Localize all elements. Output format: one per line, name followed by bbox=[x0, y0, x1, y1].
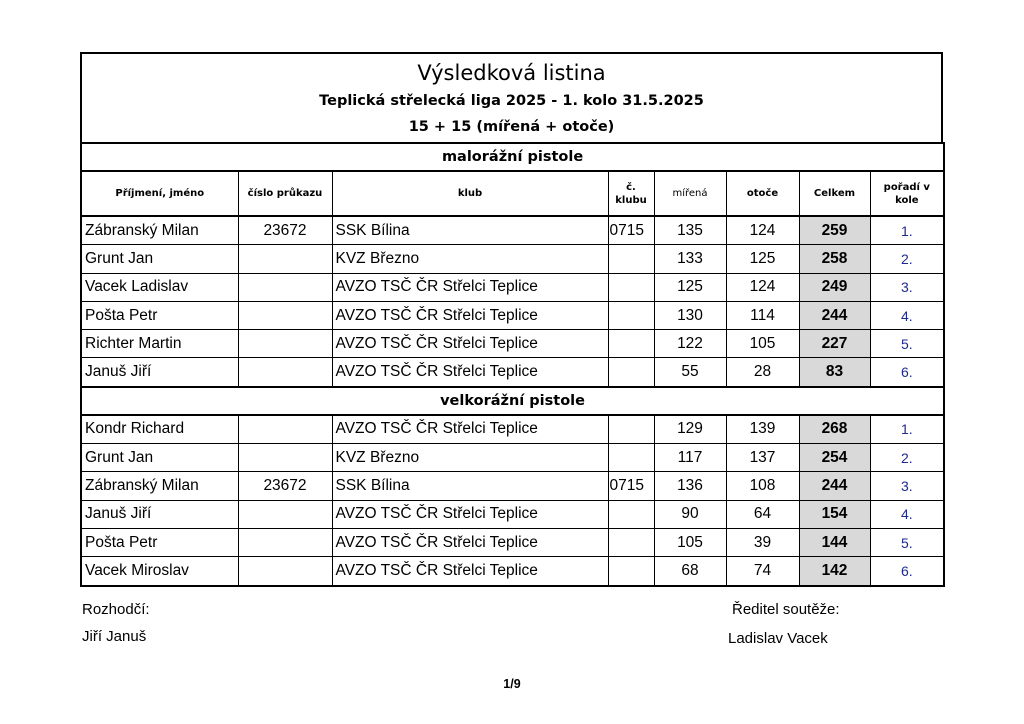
rank: 2. bbox=[870, 444, 944, 472]
score-aimed: 105 bbox=[654, 528, 726, 556]
score-total: 254 bbox=[799, 444, 870, 472]
score-turning: 64 bbox=[726, 500, 799, 528]
score-turning: 124 bbox=[726, 273, 799, 301]
result-row bbox=[81, 358, 944, 387]
rank: 1. bbox=[870, 415, 944, 444]
section-header-row bbox=[81, 387, 944, 415]
shooter-name: Zábranský Milan bbox=[81, 216, 238, 245]
result-row bbox=[81, 500, 944, 528]
result-row bbox=[81, 528, 944, 556]
card-number bbox=[238, 557, 332, 586]
rank: 4. bbox=[870, 500, 944, 528]
club-name: AVZO TSČ ČR Střelci Teplice bbox=[332, 500, 608, 528]
rank: 3. bbox=[870, 273, 944, 301]
card-number: 23672 bbox=[238, 472, 332, 500]
score-turning: 105 bbox=[726, 330, 799, 358]
shooter-name: Vacek Ladislav bbox=[81, 273, 238, 301]
column-header-club-no-line2: klubu bbox=[615, 194, 647, 206]
shooter-name: Grunt Jan bbox=[81, 444, 238, 472]
score-total: 83 bbox=[799, 358, 870, 387]
score-turning: 125 bbox=[726, 245, 799, 273]
club-name: SSK Bílina bbox=[332, 472, 608, 500]
club-name: AVZO TSČ ČR Střelci Teplice bbox=[332, 528, 608, 556]
score-total: 227 bbox=[799, 330, 870, 358]
score-aimed: 55 bbox=[654, 358, 726, 387]
score-turning: 114 bbox=[726, 301, 799, 329]
section-header-row bbox=[81, 143, 944, 171]
card-number bbox=[238, 301, 332, 329]
column-header-name: Příjmení, jméno bbox=[81, 171, 238, 216]
column-header-card: číslo průkazu bbox=[238, 171, 332, 216]
score-total: 144 bbox=[799, 528, 870, 556]
club-number bbox=[608, 500, 654, 528]
card-number bbox=[238, 500, 332, 528]
score-total: 259 bbox=[799, 216, 870, 245]
club-number bbox=[608, 245, 654, 273]
column-header-club-no-line1: č. bbox=[626, 181, 636, 193]
club-name: KVZ Březno bbox=[332, 245, 608, 273]
column-header-rank-line2: kole bbox=[895, 194, 919, 206]
score-total: 244 bbox=[799, 301, 870, 329]
column-header-total: Celkem bbox=[799, 171, 870, 216]
score-total: 244 bbox=[799, 472, 870, 500]
card-number bbox=[238, 330, 332, 358]
score-aimed: 122 bbox=[654, 330, 726, 358]
club-number bbox=[608, 528, 654, 556]
result-row bbox=[81, 216, 944, 245]
shooter-name: Richter Martin bbox=[81, 330, 238, 358]
club-name: AVZO TSČ ČR Střelci Teplice bbox=[332, 358, 608, 387]
score-aimed: 130 bbox=[654, 301, 726, 329]
club-name: AVZO TSČ ČR Střelci Teplice bbox=[332, 415, 608, 444]
section-title: velkorážní pistole bbox=[81, 387, 944, 415]
rank: 4. bbox=[870, 301, 944, 329]
score-total: 258 bbox=[799, 245, 870, 273]
score-turning: 74 bbox=[726, 557, 799, 586]
club-number: 0715 bbox=[608, 216, 654, 245]
shooter-name: Januš Jiří bbox=[81, 358, 238, 387]
card-number bbox=[238, 444, 332, 472]
column-header-rank-line1: pořadí v bbox=[883, 181, 930, 193]
results-table-body bbox=[81, 143, 944, 586]
shooter-name: Grunt Jan bbox=[81, 245, 238, 273]
club-name: AVZO TSČ ČR Střelci Teplice bbox=[332, 557, 608, 586]
score-turning: 139 bbox=[726, 415, 799, 444]
page-number: 1/9 bbox=[503, 677, 521, 691]
card-number bbox=[238, 415, 332, 444]
card-number bbox=[238, 245, 332, 273]
score-total: 142 bbox=[799, 557, 870, 586]
club-name: AVZO TSČ ČR Střelci Teplice bbox=[332, 330, 608, 358]
column-header-club-no bbox=[608, 171, 654, 216]
score-turning: 28 bbox=[726, 358, 799, 387]
rank: 6. bbox=[870, 358, 944, 387]
score-aimed: 135 bbox=[654, 216, 726, 245]
card-number bbox=[238, 273, 332, 301]
results-sheet bbox=[80, 52, 943, 587]
score-turning: 108 bbox=[726, 472, 799, 500]
result-row bbox=[81, 330, 944, 358]
shooter-name: Pošta Petr bbox=[81, 528, 238, 556]
score-aimed: 125 bbox=[654, 273, 726, 301]
shooter-name: Januš Jiří bbox=[81, 500, 238, 528]
column-header-row bbox=[81, 171, 944, 216]
results-header bbox=[80, 52, 943, 142]
column-header-turning: otoče bbox=[726, 171, 799, 216]
club-name: SSK Bílina bbox=[332, 216, 608, 245]
result-row bbox=[81, 273, 944, 301]
result-row bbox=[81, 444, 944, 472]
score-aimed: 136 bbox=[654, 472, 726, 500]
card-number: 23672 bbox=[238, 216, 332, 245]
competition-subtitle: Teplická střelecká liga 2025 - 1. kolo 31.5.2025 bbox=[319, 93, 704, 109]
score-turning: 39 bbox=[726, 528, 799, 556]
result-row bbox=[81, 245, 944, 273]
director-name: Ladislav Vacek bbox=[728, 630, 828, 647]
rank: 1. bbox=[870, 216, 944, 245]
shooter-name: Vacek Miroslav bbox=[81, 557, 238, 586]
club-number: 0715 bbox=[608, 472, 654, 500]
director-label: Ředitel soutěže: bbox=[732, 601, 840, 618]
club-number bbox=[608, 557, 654, 586]
shooter-name: Kondr Richard bbox=[81, 415, 238, 444]
club-name: AVZO TSČ ČR Střelci Teplice bbox=[332, 273, 608, 301]
document-title: Výsledková listina bbox=[417, 61, 606, 85]
score-turning: 137 bbox=[726, 444, 799, 472]
score-aimed: 90 bbox=[654, 500, 726, 528]
club-number bbox=[608, 273, 654, 301]
score-aimed: 129 bbox=[654, 415, 726, 444]
club-number bbox=[608, 444, 654, 472]
results-table bbox=[80, 142, 945, 587]
score-total: 249 bbox=[799, 273, 870, 301]
column-header-club: klub bbox=[332, 171, 608, 216]
column-header-aimed: mířená bbox=[654, 171, 726, 216]
rank: 5. bbox=[870, 330, 944, 358]
result-row bbox=[81, 472, 944, 500]
rank: 3. bbox=[870, 472, 944, 500]
club-number bbox=[608, 358, 654, 387]
club-name: AVZO TSČ ČR Střelci Teplice bbox=[332, 301, 608, 329]
result-row bbox=[81, 301, 944, 329]
referee-name: Jiří Januš bbox=[82, 628, 147, 645]
card-number bbox=[238, 358, 332, 387]
rank: 6. bbox=[870, 557, 944, 586]
rank: 2. bbox=[870, 245, 944, 273]
score-turning: 124 bbox=[726, 216, 799, 245]
score-aimed: 133 bbox=[654, 245, 726, 273]
result-row bbox=[81, 415, 944, 444]
club-number bbox=[608, 330, 654, 358]
club-name: KVZ Březno bbox=[332, 444, 608, 472]
score-aimed: 68 bbox=[654, 557, 726, 586]
rank: 5. bbox=[870, 528, 944, 556]
shooter-name: Zábranský Milan bbox=[81, 472, 238, 500]
score-total: 268 bbox=[799, 415, 870, 444]
section-title: malorážní pistole bbox=[81, 143, 944, 171]
club-number bbox=[608, 415, 654, 444]
shooter-name: Pošta Petr bbox=[81, 301, 238, 329]
referee-label: Rozhodčí: bbox=[82, 601, 150, 618]
club-number bbox=[608, 301, 654, 329]
card-number bbox=[238, 528, 332, 556]
score-total: 154 bbox=[799, 500, 870, 528]
score-aimed: 117 bbox=[654, 444, 726, 472]
column-header-rank bbox=[870, 171, 944, 216]
result-row bbox=[81, 557, 944, 586]
format-subtitle: 15 + 15 (mířená + otoče) bbox=[408, 119, 615, 135]
